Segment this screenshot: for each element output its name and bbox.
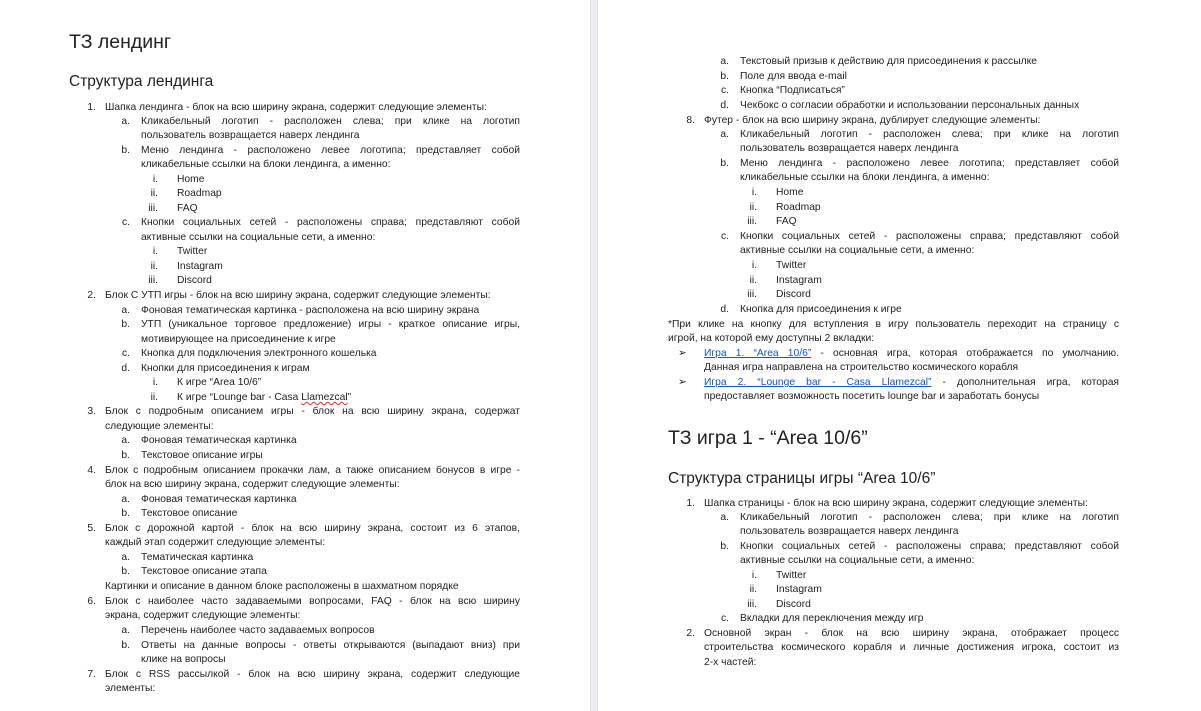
list-item: Фоновая тематическая картинка - расположена на всю ширину экрана (141, 305, 480, 316)
list-item: Данная игра направлена на строительство космического корабля (704, 362, 1019, 373)
list-marker: b. (121, 145, 130, 156)
list-marker: i. (152, 246, 158, 257)
list-item: Меню лендинга - расположено левее логотипа; представляет собой (141, 145, 520, 156)
list-item: Twitter (177, 246, 208, 257)
list-marker: ii. (749, 275, 757, 286)
list-marker: c. (720, 613, 729, 624)
list-marker: b. (121, 640, 130, 651)
list-item: предоставляет возможность посетить lounge bar и заработать бонусы (704, 391, 1040, 402)
list-item: Кнопки социальных сетей - расположены справа; представляют собой (740, 541, 1119, 552)
list-number: 3. (87, 406, 96, 417)
list-item: активные ссылки на социальные сети, а именно: (740, 555, 975, 566)
list-marker: c. (121, 348, 130, 359)
list-item: экрана, содержит следующие элементы: (105, 610, 301, 621)
document-page-right (598, 0, 1201, 711)
list-number: 2. (686, 628, 695, 639)
list-marker: iii. (148, 275, 158, 286)
list-marker: i. (152, 174, 158, 185)
list-item: Основной экран - блок на всю ширину экрана, отображает процесс (704, 628, 1119, 639)
list-item: Instagram (177, 261, 223, 272)
list-item: Discord (177, 275, 212, 286)
list-item: Кнопки социальных сетей - расположены справа; представляют собой (740, 231, 1119, 242)
list-item: блок на всю ширину экрана, содержит следующие элементы: (105, 479, 400, 490)
list-marker: b. (121, 508, 130, 519)
list-item: кликабельные ссылки на блоки лендинга, а именно: (740, 172, 990, 183)
list-item (704, 347, 1119, 361)
list-item: активные ссылки на социальные сети, а именно: (141, 232, 376, 243)
list-number: 1. (686, 498, 695, 509)
list-marker: i. (152, 377, 158, 388)
list-marker: d. (720, 100, 729, 111)
list-marker: c. (121, 217, 130, 228)
list-item: Перечень наиболее часто задаваемых вопросов (141, 625, 375, 636)
list-item: кликабельные ссылки на блоки лендинга, а именно: (141, 159, 391, 170)
list-item: Шапка страницы - блок на всю ширину экрана, содержит следующие элементы: (704, 498, 1088, 509)
list-item: Блок с подробным описанием прокачки лам, а также описанием бонусов в игре - (105, 465, 520, 476)
game-1-link[interactable]: Игра 1. “Area 10/6” (704, 348, 812, 359)
list-marker: a. (121, 494, 130, 505)
list-item: Instagram (776, 275, 822, 286)
list-item: строительства космического корабля и личные достижения игрока, состоит из (704, 642, 1119, 653)
list-item: Текстовое описание этапа (141, 566, 267, 577)
list-item: Кликабельный логотип - расположен слева; при клике на логотип (740, 129, 1119, 140)
list-item: активные ссылки на социальные сети, а именно: (740, 245, 975, 256)
misspelled-word[interactable]: Llamezcal (301, 392, 348, 403)
list-marker: a. (121, 435, 130, 446)
list-marker: i. (751, 260, 757, 271)
list-marker: i. (751, 570, 757, 581)
list-item: Discord (776, 289, 811, 300)
document-title: ТЗ лендинг (69, 31, 172, 53)
list-item: Фоновая тематическая картинка (141, 494, 297, 505)
list-item-text: ” (347, 392, 352, 403)
list-marker: b. (121, 450, 130, 461)
list-item: Тематическая картинка (141, 552, 254, 563)
list-marker: b. (720, 71, 729, 82)
list-item: Instagram (776, 584, 822, 595)
list-item: Футер - блок на всю ширину экрана, дублирует следующие элементы: (704, 115, 1041, 126)
list-item: Discord (776, 599, 811, 610)
list-marker: c. (720, 85, 729, 96)
list-item (704, 376, 1119, 390)
list-item: Поле для ввода e-mail (740, 71, 847, 82)
list-item: Home (776, 187, 804, 198)
paragraph: Картинки и описание в данном блоке расположены в шахматном порядке (105, 581, 459, 592)
list-item: FAQ (776, 216, 797, 227)
list-number: 6. (87, 596, 96, 607)
list-item: Кнопка для подключения электронного кошелька (141, 348, 377, 359)
list-marker: ii. (150, 392, 158, 403)
list-marker: ii. (749, 584, 757, 595)
list-item: Блок с RSS рассылкой - блок на всю ширину экрана, содержит следующие (105, 669, 520, 680)
list-marker: iii. (747, 599, 757, 610)
section-heading: Структура лендинга (69, 73, 214, 90)
list-number: 7. (87, 669, 96, 680)
list-item: Ответы на данные вопросы - ответы открываются (выпадают вниз) при (141, 640, 520, 651)
list-marker: b. (720, 158, 729, 169)
list-marker: b. (121, 566, 130, 577)
list-marker: a. (720, 129, 729, 140)
list-marker: d. (720, 304, 729, 315)
list-item: Чекбокс о согласии обработки и использовании персональных данных (740, 100, 1080, 111)
arrow-bullet-icon: ➢ (678, 377, 687, 388)
list-item: Кликабельный логотип - расположен слева; при клике на логотип (141, 116, 520, 127)
list-item: Roadmap (177, 188, 222, 199)
list-marker: a. (720, 56, 729, 67)
list-item: К игре “Area 10/6” (177, 377, 262, 388)
list-item (177, 391, 351, 405)
game-2-link[interactable]: Игра 2. “Lounge bar - Casa Llamezcal” (704, 377, 932, 388)
list-item: Кнопка “Подписаться” (740, 85, 845, 96)
list-item: Home (177, 174, 205, 185)
paragraph: *При клике на кнопку для вступления в игру пользователь переходит на страницу с (668, 319, 1119, 330)
list-item: Twitter (776, 260, 807, 271)
list-item-text: - дополнительная игра, которая (931, 377, 1119, 388)
list-marker: iii. (148, 203, 158, 214)
list-marker: ii. (150, 188, 158, 199)
list-item: пользователь возвращается наверх лендинга (740, 143, 959, 154)
document-title: ТЗ игра 1 - “Area 10/6” (668, 427, 868, 449)
document-page-left (0, 0, 590, 711)
list-marker: b. (121, 319, 130, 330)
paragraph: игрой, на которой ему доступны 2 вкладки: (668, 333, 875, 344)
list-item: 2-х частей: (704, 657, 757, 668)
page-gutter (590, 0, 598, 711)
list-item: Кнопки для присоединения к играм (141, 363, 310, 374)
arrow-bullet-icon: ➢ (678, 348, 687, 359)
list-item: Текстовый призыв к действию для присоединения к рассылке (740, 56, 1037, 67)
list-marker: ii. (150, 261, 158, 272)
list-number: 1. (87, 102, 96, 113)
list-item: Меню лендинга - расположено левее логотипа; представляет собой (740, 158, 1119, 169)
list-item: каждый этап содержит следующие элементы: (105, 537, 326, 548)
list-number: 2. (87, 290, 96, 301)
list-item: Шапка лендинга - блок на всю ширину экрана, содержит следующие элементы: (105, 102, 487, 113)
list-number: 8. (686, 115, 695, 126)
list-marker: a. (121, 552, 130, 563)
list-marker: iii. (747, 289, 757, 300)
list-item: мотивирующее на присоединение к игре (141, 334, 336, 345)
list-marker: ii. (749, 202, 757, 213)
list-marker: iii. (747, 216, 757, 227)
list-item: Roadmap (776, 202, 821, 213)
list-item: Кнопки социальных сетей - расположены справа; представляют собой (141, 217, 520, 228)
list-marker: c. (720, 231, 729, 242)
list-marker: a. (121, 625, 130, 636)
list-item: Блок с подробным описанием игры - блок на всю ширину экрана, содержат (105, 406, 520, 417)
list-item: Текстовое описание (141, 508, 238, 519)
list-item: клике на вопросы (141, 654, 226, 665)
list-item: пользователь возвращается наверх лендинга (740, 526, 959, 537)
section-heading: Структура страницы игры “Area 10/6” (668, 470, 936, 487)
list-item: Twitter (776, 570, 807, 581)
list-item: Кнопка для присоединения к игре (740, 304, 902, 315)
list-item: элементы: (105, 683, 156, 694)
list-item: Кликабельный логотип - расположен слева; при клике на логотип (740, 512, 1119, 523)
list-marker: b. (720, 541, 729, 552)
list-marker: a. (121, 305, 130, 316)
list-item: FAQ (177, 203, 198, 214)
list-item: Вкладки для переключения между игр (740, 613, 924, 624)
list-number: 5. (87, 523, 96, 534)
list-item: Блок с дорожной картой - блок на всю ширину экрана, состоит из 6 этапов, (105, 523, 520, 534)
list-marker: a. (720, 512, 729, 523)
list-marker: i. (751, 187, 757, 198)
list-item-text: К игре “Lounge bar - Casa (177, 392, 302, 403)
list-item: пользователь возвращается наверх лендинга (141, 130, 360, 141)
list-item: следующие элементы: (105, 421, 214, 432)
list-marker: d. (121, 363, 130, 374)
list-item: Блок С УТП игры - блок на всю ширину экрана, содержит следующие элементы: (105, 290, 491, 301)
list-item: УТП (уникальное торговое предложение) игры - краткое описание игры, (141, 319, 520, 330)
list-item: Текстовое описание игры (141, 450, 263, 461)
list-number: 4. (87, 465, 96, 476)
list-marker: a. (121, 116, 130, 127)
list-item: Блок с наиболее часто задаваемыми вопросами, FAQ - блок на всю ширину (105, 596, 520, 607)
list-item-text: - основная игра, которая отображается по умолчанию. (811, 348, 1120, 359)
list-item: Фоновая тематическая картинка (141, 435, 297, 446)
